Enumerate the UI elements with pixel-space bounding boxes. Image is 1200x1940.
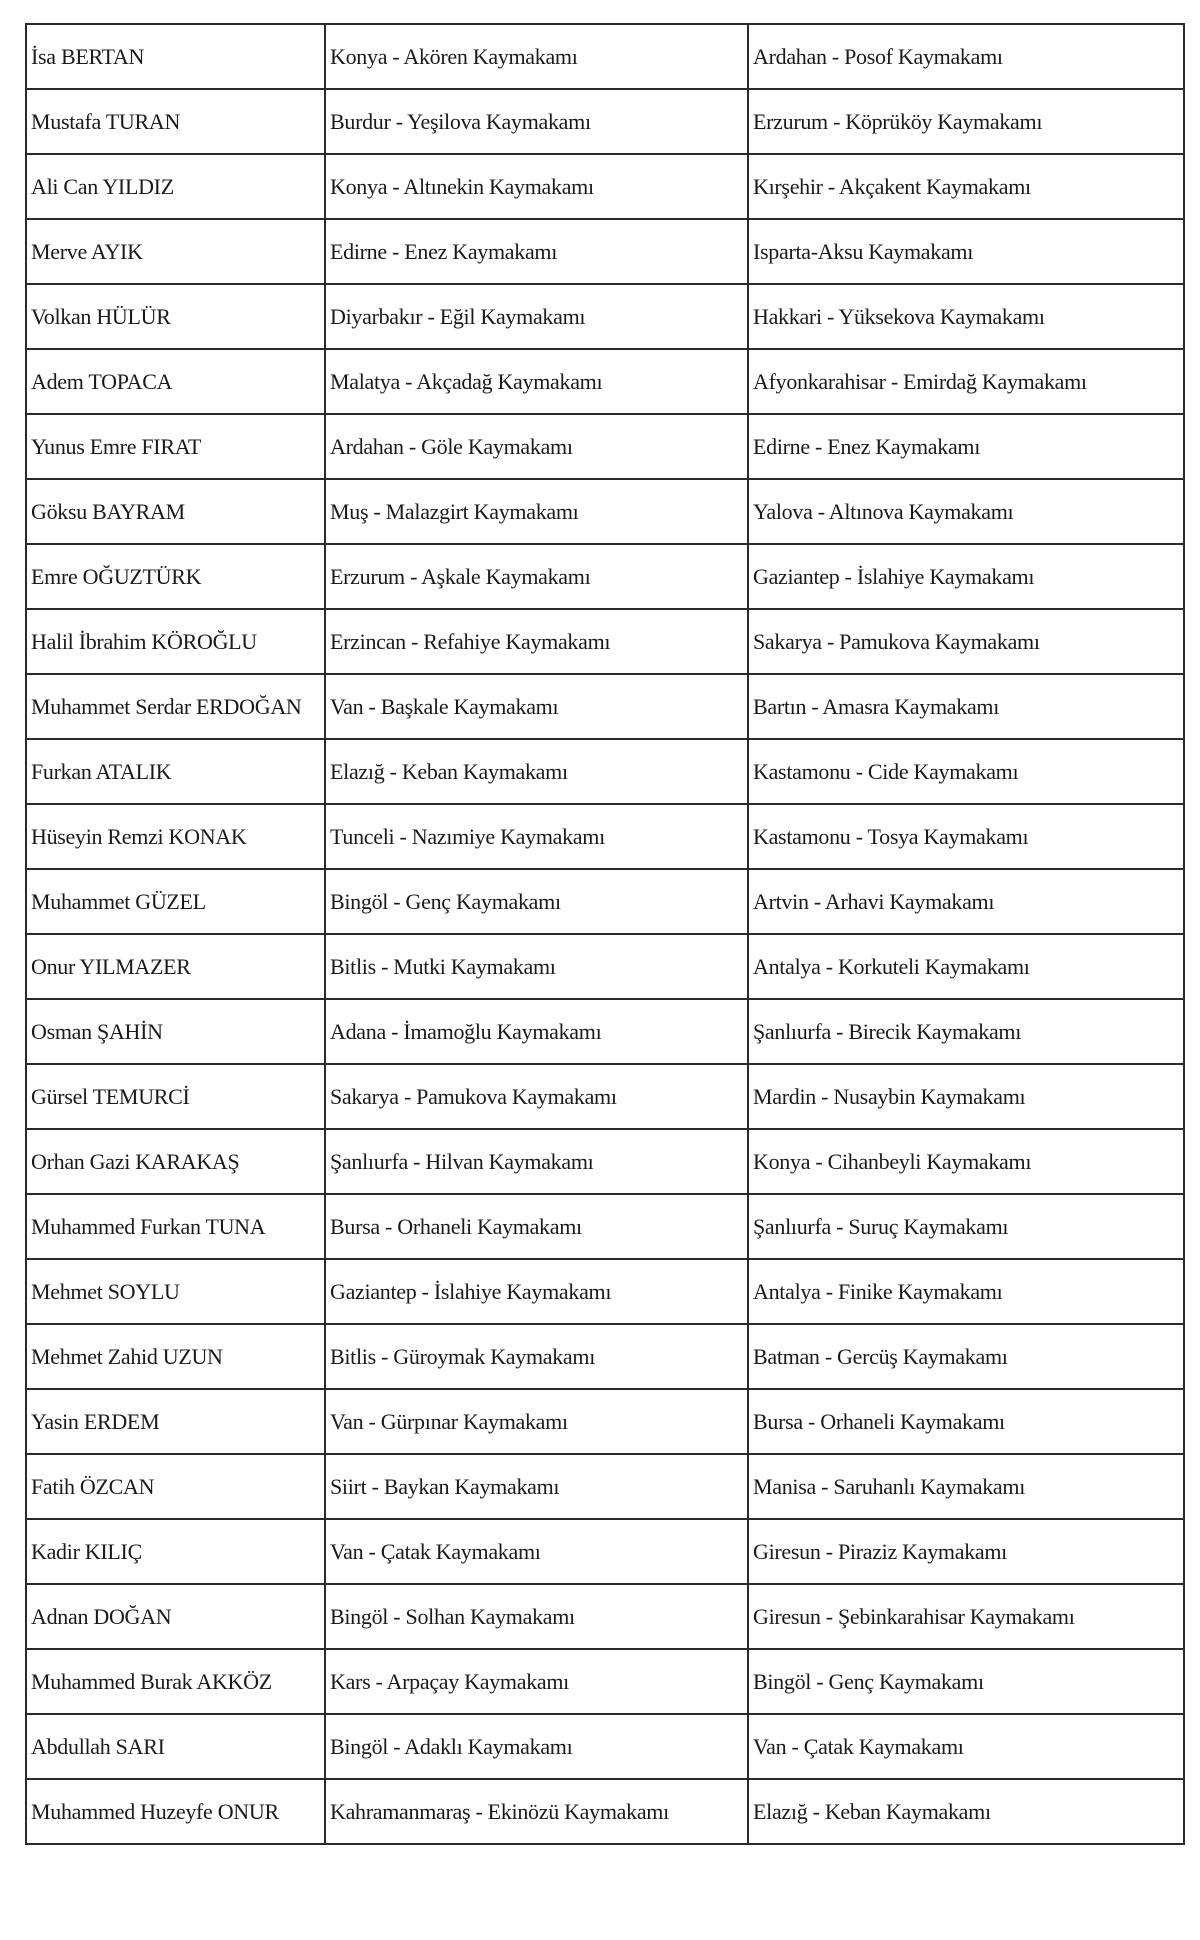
table-row	[26, 934, 1184, 999]
table-row	[26, 1194, 1184, 1259]
new-post-cell: Yalova - Altınova Kaymakamı	[748, 479, 1184, 544]
table-row	[26, 544, 1184, 609]
current-post-cell: Van - Başkale Kaymakamı	[325, 674, 748, 739]
table-row	[26, 1779, 1184, 1844]
table-row	[26, 869, 1184, 934]
current-post-cell: Edirne - Enez Kaymakamı	[325, 219, 748, 284]
appointments-table-body	[26, 24, 1184, 1844]
new-post-cell: Van - Çatak Kaymakamı	[748, 1714, 1184, 1779]
new-post-cell: Batman - Gercüş Kaymakamı	[748, 1324, 1184, 1389]
current-post-cell: Bitlis - Güroymak Kaymakamı	[325, 1324, 748, 1389]
new-post-cell: Gaziantep - İslahiye Kaymakamı	[748, 544, 1184, 609]
table-row	[26, 1519, 1184, 1584]
official-name-cell: Adnan DOĞAN	[26, 1584, 325, 1649]
new-post-cell: Kırşehir - Akçakent Kaymakamı	[748, 154, 1184, 219]
current-post-cell: Gaziantep - İslahiye Kaymakamı	[325, 1259, 748, 1324]
table-row	[26, 804, 1184, 869]
table-row	[26, 1259, 1184, 1324]
current-post-cell: Malatya - Akçadağ Kaymakamı	[325, 349, 748, 414]
new-post-cell: Edirne - Enez Kaymakamı	[748, 414, 1184, 479]
table-row	[26, 414, 1184, 479]
current-post-cell: Van - Çatak Kaymakamı	[325, 1519, 748, 1584]
new-post-cell: Bursa - Orhaneli Kaymakamı	[748, 1389, 1184, 1454]
table-row	[26, 284, 1184, 349]
official-name-cell: Osman ŞAHİN	[26, 999, 325, 1064]
new-post-cell: Isparta-Aksu Kaymakamı	[748, 219, 1184, 284]
current-post-cell: Kars - Arpaçay Kaymakamı	[325, 1649, 748, 1714]
official-name-cell: Ali Can YILDIZ	[26, 154, 325, 219]
new-post-cell: Şanlıurfa - Birecik Kaymakamı	[748, 999, 1184, 1064]
official-name-cell: Merve AYIK	[26, 219, 325, 284]
table-row	[26, 1389, 1184, 1454]
current-post-cell: Siirt - Baykan Kaymakamı	[325, 1454, 748, 1519]
current-post-cell: Adana - İmamoğlu Kaymakamı	[325, 999, 748, 1064]
official-name-cell: Kadir KILIÇ	[26, 1519, 325, 1584]
official-name-cell: Yunus Emre FIRAT	[26, 414, 325, 479]
official-name-cell: Yasin ERDEM	[26, 1389, 325, 1454]
new-post-cell: Artvin - Arhavi Kaymakamı	[748, 869, 1184, 934]
official-name-cell: Abdullah SARI	[26, 1714, 325, 1779]
official-name-cell: Fatih ÖZCAN	[26, 1454, 325, 1519]
current-post-cell: Erzurum - Aşkale Kaymakamı	[325, 544, 748, 609]
table-row	[26, 1714, 1184, 1779]
new-post-cell: Kastamonu - Tosya Kaymakamı	[748, 804, 1184, 869]
official-name-cell: Adem TOPACA	[26, 349, 325, 414]
official-name-cell: Hüseyin Remzi KONAK	[26, 804, 325, 869]
table-row	[26, 1324, 1184, 1389]
document-page	[25, 23, 1183, 1845]
table-row	[26, 219, 1184, 284]
current-post-cell: Muş - Malazgirt Kaymakamı	[325, 479, 748, 544]
new-post-cell: Elazığ - Keban Kaymakamı	[748, 1779, 1184, 1844]
official-name-cell: Muhammed Furkan TUNA	[26, 1194, 325, 1259]
current-post-cell: Kahramanmaraş - Ekinözü Kaymakamı	[325, 1779, 748, 1844]
new-post-cell: Giresun - Piraziz Kaymakamı	[748, 1519, 1184, 1584]
official-name-cell: Muhammet GÜZEL	[26, 869, 325, 934]
official-name-cell: Muhammed Huzeyfe ONUR	[26, 1779, 325, 1844]
table-row	[26, 999, 1184, 1064]
new-post-cell: Antalya - Korkuteli Kaymakamı	[748, 934, 1184, 999]
new-post-cell: Erzurum - Köprüköy Kaymakamı	[748, 89, 1184, 154]
new-post-cell: Şanlıurfa - Suruç Kaymakamı	[748, 1194, 1184, 1259]
official-name-cell: Orhan Gazi KARAKAŞ	[26, 1129, 325, 1194]
appointments-table	[25, 23, 1185, 1845]
table-row	[26, 674, 1184, 739]
table-row	[26, 1064, 1184, 1129]
new-post-cell: Antalya - Finike Kaymakamı	[748, 1259, 1184, 1324]
official-name-cell: Halil İbrahim KÖROĞLU	[26, 609, 325, 674]
new-post-cell: Ardahan - Posof Kaymakamı	[748, 24, 1184, 89]
current-post-cell: Bitlis - Mutki Kaymakamı	[325, 934, 748, 999]
new-post-cell: Mardin - Nusaybin Kaymakamı	[748, 1064, 1184, 1129]
current-post-cell: Konya - Akören Kaymakamı	[325, 24, 748, 89]
current-post-cell: Diyarbakır - Eğil Kaymakamı	[325, 284, 748, 349]
new-post-cell: Hakkari - Yüksekova Kaymakamı	[748, 284, 1184, 349]
current-post-cell: Bingöl - Adaklı Kaymakamı	[325, 1714, 748, 1779]
table-row	[26, 1454, 1184, 1519]
table-row	[26, 1649, 1184, 1714]
current-post-cell: Erzincan - Refahiye Kaymakamı	[325, 609, 748, 674]
current-post-cell: Burdur - Yeşilova Kaymakamı	[325, 89, 748, 154]
current-post-cell: Sakarya - Pamukova Kaymakamı	[325, 1064, 748, 1129]
official-name-cell: Muhammed Burak AKKÖZ	[26, 1649, 325, 1714]
new-post-cell: Bartın - Amasra Kaymakamı	[748, 674, 1184, 739]
table-row	[26, 609, 1184, 674]
current-post-cell: Van - Gürpınar Kaymakamı	[325, 1389, 748, 1454]
current-post-cell: Bursa - Orhaneli Kaymakamı	[325, 1194, 748, 1259]
official-name-cell: Gürsel TEMURCİ	[26, 1064, 325, 1129]
official-name-cell: İsa BERTAN	[26, 24, 325, 89]
table-row	[26, 1129, 1184, 1194]
official-name-cell: Volkan HÜLÜR	[26, 284, 325, 349]
official-name-cell: Göksu BAYRAM	[26, 479, 325, 544]
official-name-cell: Muhammet Serdar ERDOĞAN	[26, 674, 325, 739]
official-name-cell: Mehmet Zahid UZUN	[26, 1324, 325, 1389]
current-post-cell: Tunceli - Nazımiye Kaymakamı	[325, 804, 748, 869]
official-name-cell: Mustafa TURAN	[26, 89, 325, 154]
table-row	[26, 154, 1184, 219]
current-post-cell: Elazığ - Keban Kaymakamı	[325, 739, 748, 804]
current-post-cell: Bingöl - Solhan Kaymakamı	[325, 1584, 748, 1649]
table-row	[26, 89, 1184, 154]
table-row	[26, 739, 1184, 804]
official-name-cell: Onur YILMAZER	[26, 934, 325, 999]
table-row	[26, 24, 1184, 89]
official-name-cell: Mehmet SOYLU	[26, 1259, 325, 1324]
current-post-cell: Şanlıurfa - Hilvan Kaymakamı	[325, 1129, 748, 1194]
current-post-cell: Bingöl - Genç Kaymakamı	[325, 869, 748, 934]
table-row	[26, 349, 1184, 414]
current-post-cell: Konya - Altınekin Kaymakamı	[325, 154, 748, 219]
new-post-cell: Manisa - Saruhanlı Kaymakamı	[748, 1454, 1184, 1519]
new-post-cell: Bingöl - Genç Kaymakamı	[748, 1649, 1184, 1714]
table-row	[26, 1584, 1184, 1649]
current-post-cell: Ardahan - Göle Kaymakamı	[325, 414, 748, 479]
new-post-cell: Kastamonu - Cide Kaymakamı	[748, 739, 1184, 804]
official-name-cell: Emre OĞUZTÜRK	[26, 544, 325, 609]
table-row	[26, 479, 1184, 544]
new-post-cell: Afyonkarahisar - Emirdağ Kaymakamı	[748, 349, 1184, 414]
new-post-cell: Giresun - Şebinkarahisar Kaymakamı	[748, 1584, 1184, 1649]
official-name-cell: Furkan ATALIK	[26, 739, 325, 804]
new-post-cell: Sakarya - Pamukova Kaymakamı	[748, 609, 1184, 674]
new-post-cell: Konya - Cihanbeyli Kaymakamı	[748, 1129, 1184, 1194]
